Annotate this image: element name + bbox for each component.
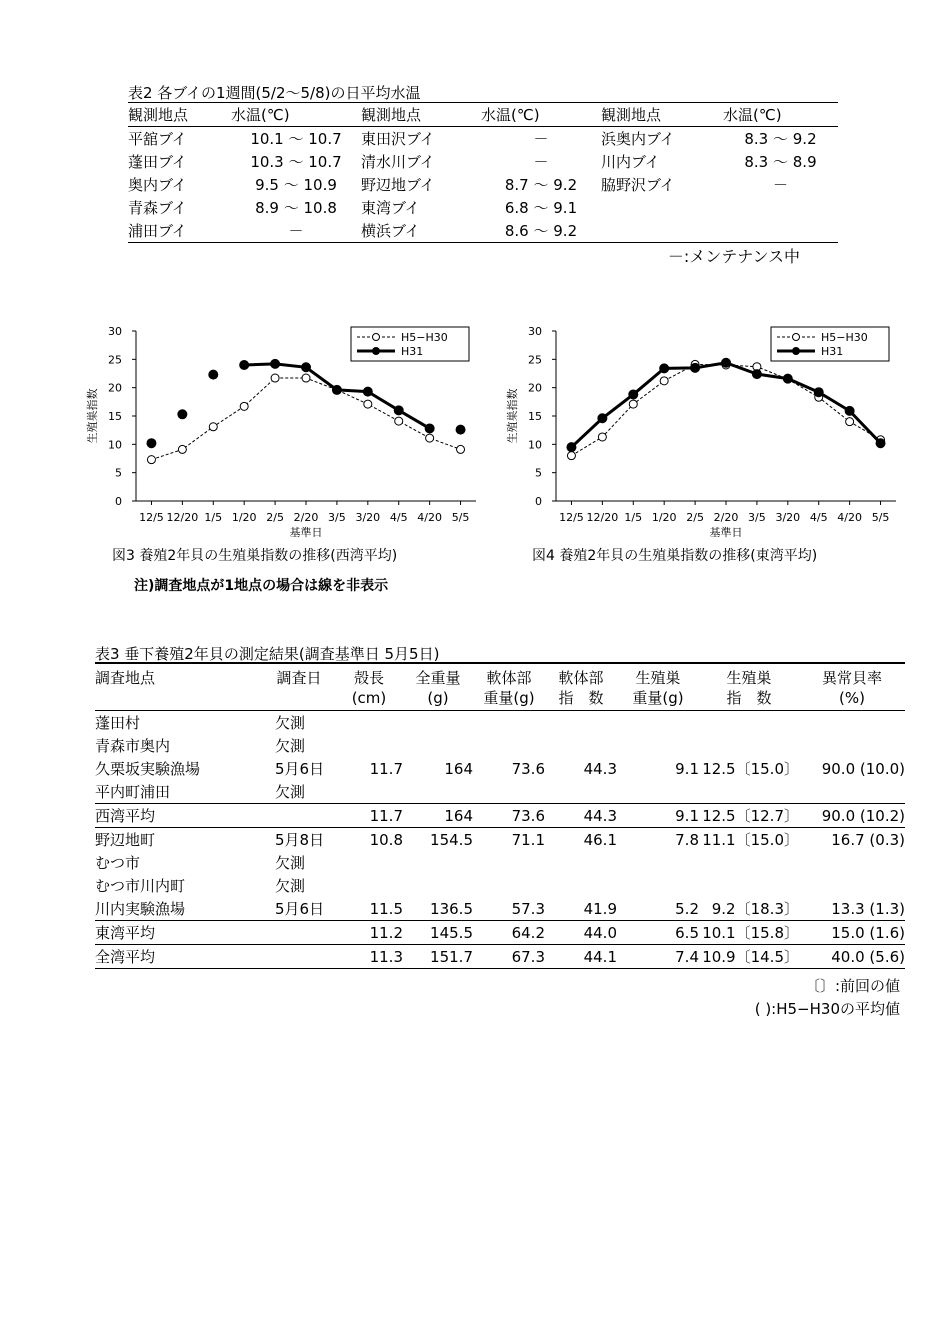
table2-header-cell: 水温(℃): [723, 106, 782, 124]
data-point-h31: [394, 406, 403, 415]
data-point-h31: [302, 363, 311, 372]
total-weight: [403, 780, 473, 804]
station-name: 東湾ブイ: [361, 199, 420, 217]
x-tick-label: 1/5: [204, 511, 223, 524]
table3-header-cell: 生殖巣 重量(g): [632, 669, 684, 707]
data-point-h5-h30: [426, 434, 434, 442]
gonad-index: 12.5〔12.7〕: [702, 807, 799, 825]
total-weight: [403, 851, 473, 874]
soft-body-weight: 64.2: [511, 923, 545, 942]
temp-range: 8.3 ～ 8.9: [744, 153, 817, 171]
gonad-index: [699, 711, 799, 735]
y-tick-label: 20: [528, 381, 542, 395]
abnormal-rate: [799, 780, 905, 804]
table-row: [95, 897, 905, 921]
soft-body-index: 44.3: [583, 806, 617, 825]
temp-range: －: [288, 222, 304, 240]
station-name: 横浜ブイ: [361, 222, 420, 240]
station-name: 奥内ブイ: [128, 176, 187, 194]
total-weight: 145.5: [430, 923, 473, 942]
gonad-index: 11.1〔15.0〕: [702, 831, 799, 849]
table2-header-cell: 水温(℃): [481, 106, 540, 124]
site-name: 青森市奥内: [95, 737, 171, 755]
total-weight: 164: [444, 806, 473, 825]
series-line-h31: [571, 363, 880, 447]
abnormal-rate: [799, 851, 905, 874]
x-tick-label: 4/5: [809, 511, 828, 524]
total-weight: [403, 874, 473, 897]
y-tick-label: 5: [535, 466, 542, 480]
x-tick-label: 3/20: [355, 511, 381, 524]
station-name: 東田沢ブイ: [361, 130, 435, 148]
data-point-h31: [691, 363, 700, 372]
y-tick-label: 25: [108, 353, 122, 367]
site-name: 西湾平均: [95, 807, 156, 825]
total-weight: [403, 711, 473, 735]
table3-header-cell: 殻長 (cm): [351, 669, 387, 707]
station-name: 平舘ブイ: [128, 130, 187, 148]
survey-date: 欠測: [275, 737, 306, 755]
gonad-weight: 9.1: [675, 806, 699, 825]
station-name: 野辺地ブイ: [361, 176, 435, 194]
station-name: 青森ブイ: [128, 199, 187, 217]
data-point-h5-h30: [302, 374, 310, 382]
station-name: [601, 219, 723, 243]
total-weight: 154.5: [430, 830, 473, 849]
x-tick-label: 12/5: [559, 511, 584, 524]
soft-body-weight: [473, 711, 545, 735]
survey-date: 欠測: [275, 783, 306, 801]
data-point-h5-h30: [629, 400, 637, 408]
legend-label: H31: [821, 345, 844, 358]
site-name: 全湾平均: [95, 948, 156, 966]
table2-header-row: [128, 103, 838, 127]
soft-body-index: [545, 874, 617, 897]
table-row: [95, 804, 905, 828]
x-tick-label: 5/5: [871, 511, 890, 524]
temp-range: [723, 219, 838, 243]
legend-marker: [793, 348, 800, 355]
table3-header-cell: 軟体部 指 数: [558, 669, 604, 707]
site-name: 川内実験漁場: [95, 900, 186, 918]
soft-body-index: [545, 734, 617, 757]
table2-header-cell: 水温(℃): [231, 106, 290, 124]
shell-length: [335, 734, 403, 757]
soft-body-weight: 73.6: [511, 806, 545, 825]
data-point-h5-h30: [598, 433, 606, 441]
abnormal-rate: [799, 711, 905, 735]
shell-length: 11.7: [369, 806, 403, 825]
temp-range: 8.6 ～ 9.2: [504, 222, 578, 240]
x-tick-label: 2/5: [266, 511, 284, 524]
x-tick-label: 4/5: [389, 511, 408, 524]
x-tick-label: 12/20: [166, 511, 199, 524]
x-tick-label: 3/20: [775, 511, 801, 524]
gonad-index: [699, 780, 799, 804]
data-point-h31: [567, 443, 576, 452]
site-name: 東湾平均: [95, 924, 156, 942]
table3-header-cell: 生殖巣 指 数: [726, 669, 772, 707]
survey-date: 5月8日: [275, 831, 325, 849]
abnormal-rate: 13.3 (1.3): [831, 899, 905, 918]
gonad-weight: 7.4: [675, 947, 699, 966]
y-tick-label: 15: [528, 410, 542, 423]
gonad-weight: [617, 851, 699, 874]
data-point-h31: [752, 370, 761, 379]
survey-date: 5月6日: [275, 760, 325, 778]
y-tick-label: 20: [108, 381, 122, 395]
table3-header-cell: 調査地点: [95, 669, 156, 687]
soft-body-weight: 67.3: [511, 947, 545, 966]
y-axis-label: 生殖巣指数: [506, 388, 519, 444]
temp-range: 8.3 ～ 9.2: [744, 130, 817, 148]
table-row: [95, 921, 905, 945]
site-name: 平内町浦田: [95, 783, 171, 801]
data-point-h5-h30: [209, 423, 217, 431]
gonad-weight: [617, 734, 699, 757]
shell-length: 11.3: [369, 947, 403, 966]
x-tick-label: 1/5: [624, 511, 643, 524]
data-point-h31: [814, 388, 823, 397]
abnormal-rate: 40.0 (5.6): [831, 947, 905, 966]
data-point-h5-h30: [395, 417, 403, 425]
table2-note: －:メンテナンス中: [667, 247, 800, 266]
data-point-h31: [845, 406, 854, 415]
legend-marker: [373, 334, 380, 341]
data-point-h31: [178, 410, 187, 419]
data-point-h31: [660, 364, 669, 373]
station-name: 浜奥内ブイ: [601, 130, 675, 148]
shell-length: [335, 874, 403, 897]
x-tick-label: 1/20: [231, 511, 257, 524]
shell-length: 10.8: [369, 830, 403, 849]
gonad-weight: 6.5: [675, 923, 699, 942]
station-name: 蓬田ブイ: [128, 153, 187, 171]
gonad-weight: 5.2: [675, 899, 699, 918]
abnormal-rate: 90.0 (10.0): [821, 759, 905, 778]
soft-body-index: 44.3: [583, 759, 617, 778]
shell-length: [335, 851, 403, 874]
table-row: [95, 711, 905, 735]
survey-date: 欠測: [275, 854, 306, 872]
soft-body-index: [545, 711, 617, 735]
table3-header-cell: 調査日: [276, 669, 322, 687]
data-point-h5-h30: [660, 377, 668, 385]
survey-date: 欠測: [275, 877, 306, 895]
x-tick-label: 3/5: [748, 511, 766, 524]
data-point-h5-h30: [457, 445, 465, 453]
temp-range: 9.5 ～ 10.9: [255, 176, 337, 194]
table3-header-cell: 全重量 (g): [415, 669, 461, 707]
total-weight: [403, 734, 473, 757]
y-tick-label: 25: [528, 353, 542, 367]
x-tick-label: 2/5: [686, 511, 704, 524]
soft-body-weight: 73.6: [511, 759, 545, 778]
station-name: [601, 196, 723, 219]
shell-length: [335, 780, 403, 804]
x-tick-label: 4/20: [837, 511, 862, 524]
abnormal-rate: [799, 734, 905, 757]
soft-body-weight: [473, 780, 545, 804]
table3-note-previous: 〔〕:前回の値: [804, 977, 900, 995]
x-tick-label: 2/20: [293, 511, 319, 524]
east-bay-gonad-index-chart: [500, 315, 920, 545]
data-point-h5-h30: [240, 402, 248, 410]
abnormal-rate: 16.7 (0.3): [831, 830, 905, 849]
gonad-weight: [617, 874, 699, 897]
legend-label: H5−H30: [401, 331, 448, 344]
soft-body-index: 41.9: [583, 899, 617, 918]
y-axis-label: 生殖巣指数: [86, 388, 99, 444]
data-point-h31: [598, 414, 607, 423]
soft-body-weight: [473, 734, 545, 757]
x-tick-label: 1/20: [651, 511, 677, 524]
x-tick-label: 12/5: [139, 511, 164, 524]
temp-range: 8.7 ～ 9.2: [504, 176, 578, 194]
soft-body-weight: [473, 874, 545, 897]
soft-body-weight: 57.3: [511, 899, 545, 918]
x-tick-label: 4/20: [417, 511, 442, 524]
shell-length: 11.5: [369, 899, 403, 918]
y-tick-label: 10: [528, 438, 542, 452]
survey-date: [263, 945, 335, 969]
soft-body-index: 46.1: [583, 830, 617, 849]
table-row: [128, 173, 838, 196]
temp-range: 6.8 ～ 9.1: [504, 199, 578, 217]
site-name: むつ市: [95, 854, 141, 872]
table2-title: 表2 各ブイの1週間(5/2～5/8)の日平均水温: [128, 84, 421, 102]
data-point-h31: [876, 439, 885, 448]
shell-length: [335, 711, 403, 735]
x-tick-label: 5/5: [451, 511, 470, 524]
station-name: 脇野沢ブイ: [601, 176, 675, 194]
shell-length: 11.7: [369, 759, 403, 778]
x-axis-label: 基準日: [289, 526, 323, 539]
soft-body-index: [545, 780, 617, 804]
abnormal-rate: [799, 874, 905, 897]
table-row: [128, 219, 838, 243]
legend-label: H31: [401, 345, 424, 358]
temp-range: 10.1 ～ 10.7: [250, 130, 342, 148]
table3-header-cell: 異常貝率 (%): [821, 669, 882, 707]
gonad-index: [699, 874, 799, 897]
site-name: 蓬田村: [95, 714, 141, 732]
data-point-h31: [425, 424, 434, 433]
y-tick-label: 15: [108, 410, 122, 423]
table2-header-cell: 観測地点: [128, 106, 189, 124]
station-name: 清水川ブイ: [361, 153, 435, 171]
temp-range: 8.9 ～ 10.8: [255, 199, 337, 217]
total-weight: 136.5: [430, 899, 473, 918]
abnormal-rate: 90.0 (10.2): [821, 806, 905, 825]
table-row: [95, 828, 905, 852]
gonad-weight: 9.1: [675, 759, 699, 778]
table-row: [128, 127, 838, 151]
series-line-h5-h30: [571, 364, 880, 455]
data-point-h5-h30: [178, 445, 186, 453]
gonad-weight: [617, 711, 699, 735]
legend-marker: [373, 348, 380, 355]
x-axis-label: 基準日: [709, 526, 743, 539]
table3-header-cell: 軟体部 重量(g): [483, 669, 535, 707]
table3-header-row: [95, 663, 905, 711]
gonad-index: [699, 734, 799, 757]
table-row: [128, 196, 838, 219]
station-name: 川内ブイ: [601, 153, 660, 171]
data-point-h31: [332, 385, 341, 394]
table3-title: 表3 垂下養殖2年貝の測定結果(調査基準日 5月5日): [95, 645, 440, 663]
table-row: [95, 757, 905, 780]
soft-body-weight: [473, 851, 545, 874]
data-point-h31: [456, 425, 465, 434]
x-tick-label: 12/20: [586, 511, 619, 524]
temp-range: －: [772, 176, 788, 194]
table2-header-cell: 観測地点: [601, 106, 662, 124]
data-point-h31: [240, 361, 249, 370]
shell-length: 11.2: [369, 923, 403, 942]
gonad-weight: 7.8: [675, 830, 699, 849]
data-point-h31: [783, 374, 792, 383]
data-point-h5-h30: [147, 456, 155, 464]
site-name: 野辺地町: [95, 831, 156, 849]
data-point-h31: [209, 370, 218, 379]
gonad-index: 10.1〔15.8〕: [702, 924, 799, 942]
abnormal-rate: 15.0 (1.6): [831, 923, 905, 942]
soft-body-weight: 71.1: [511, 830, 545, 849]
table3-note-average: ( ):H5−H30の平均値: [754, 1000, 900, 1018]
data-point-h31: [271, 359, 280, 368]
measurement-results-table: [95, 662, 905, 969]
data-point-h31: [722, 358, 731, 367]
temp-range: －: [533, 130, 549, 148]
gonad-index: 10.9〔14.5〕: [702, 948, 799, 966]
data-point-h5-h30: [846, 418, 854, 426]
table-row: [95, 945, 905, 969]
data-point-h5-h30: [271, 374, 279, 382]
survey-date: [263, 804, 335, 828]
table-row: [128, 150, 838, 173]
station-name: 浦田ブイ: [128, 222, 187, 240]
survey-date: 欠測: [275, 714, 306, 732]
table2-header-cell: 観測地点: [361, 106, 422, 124]
legend-marker: [793, 334, 800, 341]
y-tick-label: 30: [108, 325, 122, 338]
figure4-caption: 図4 養殖2年貝の生殖巣指数の推移(東湾平均): [532, 548, 818, 564]
survey-date: [263, 921, 335, 945]
x-tick-label: 2/20: [713, 511, 739, 524]
gonad-index: [699, 851, 799, 874]
table-row: [95, 851, 905, 874]
y-tick-label: 10: [108, 438, 122, 452]
table-row: [95, 734, 905, 757]
soft-body-index: [545, 851, 617, 874]
gonad-index: 12.5〔15.0〕: [702, 760, 799, 778]
legend-label: H5−H30: [821, 331, 868, 344]
y-tick-label: 0: [535, 495, 542, 508]
temp-range: －: [533, 153, 549, 171]
data-point-h5-h30: [567, 452, 575, 460]
y-tick-label: 0: [115, 495, 122, 508]
figure3-caption: 図3 養殖2年貝の生殖巣指数の推移(西湾平均): [112, 548, 398, 564]
water-temperature-table: [128, 102, 838, 243]
gonad-weight: [617, 780, 699, 804]
data-point-h31: [629, 390, 638, 399]
table-row: [95, 874, 905, 897]
figure-note: 注)調査地点が1地点の場合は線を非表示: [134, 578, 389, 594]
survey-date: 5月6日: [275, 900, 325, 918]
soft-body-index: 44.0: [583, 923, 617, 942]
total-weight: 151.7: [430, 947, 473, 966]
west-bay-gonad-index-chart: [80, 315, 500, 545]
table-row: [95, 780, 905, 804]
x-tick-label: 3/5: [328, 511, 346, 524]
data-point-h31: [147, 439, 156, 448]
temp-range: 10.3 ～ 10.7: [250, 153, 342, 171]
y-tick-label: 30: [528, 325, 542, 338]
temp-range: [723, 196, 838, 219]
data-point-h31: [363, 387, 372, 396]
gonad-index: 9.2〔18.3〕: [711, 900, 799, 918]
soft-body-index: 44.1: [583, 947, 617, 966]
total-weight: 164: [444, 759, 473, 778]
site-name: 久栗坂実験漁場: [95, 760, 201, 778]
data-point-h5-h30: [364, 400, 372, 408]
site-name: むつ市川内町: [95, 877, 186, 895]
y-tick-label: 5: [115, 466, 122, 480]
